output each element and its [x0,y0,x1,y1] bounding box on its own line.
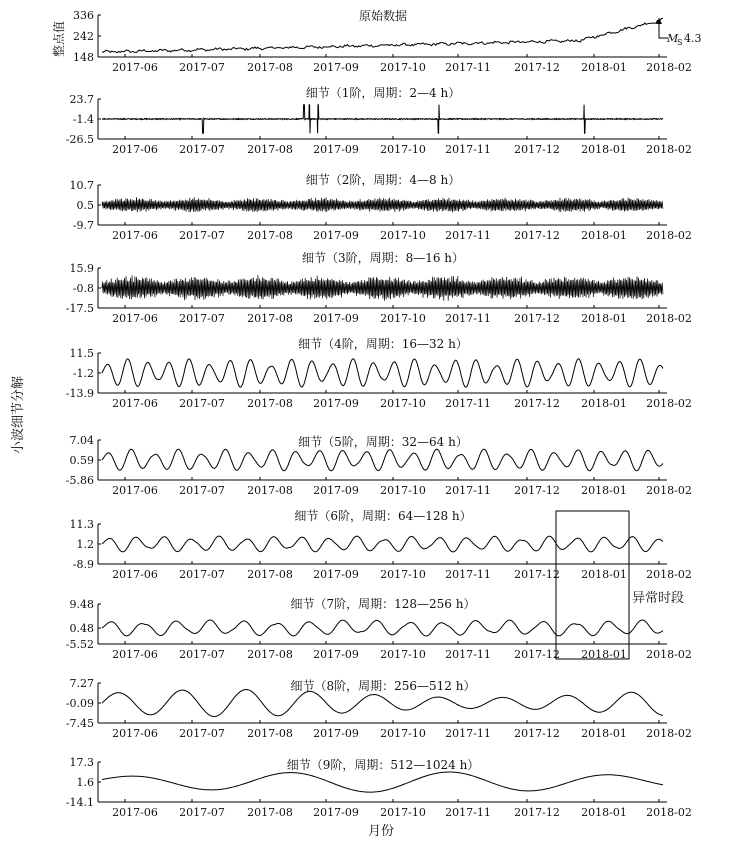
y-tick-label: 0.59 [69,454,94,467]
x-tick-label: 2017-10 [380,484,426,497]
x-tick-label: 2017-10 [380,806,426,819]
x-tick-label: 2018-01 [581,806,627,819]
x-tick-label: 2018-01 [581,229,627,242]
x-tick-label: 2017-11 [445,568,491,581]
series-line [102,105,663,134]
x-tick-label: 2017-12 [514,727,560,740]
series-line [102,536,663,552]
x-tick-label: 2017-06 [112,143,158,156]
x-tick-label: 2017-09 [313,484,359,497]
y-tick-label: -13.9 [65,387,94,400]
x-tick-label: 2017-07 [179,568,225,581]
y-tick-label: 0.48 [69,622,94,635]
x-tick-label: 2018-02 [646,397,692,410]
series-line [102,197,663,212]
panel-title: 细节（8阶，周期：256—512 h） [290,679,476,693]
panel-title: 细节（1阶，周期：2—4 h） [305,86,461,100]
x-tick-label: 2017-11 [445,229,491,242]
y-tick-label: 0.5 [76,199,94,212]
x-tick-label: 2017-07 [179,648,225,661]
y-tick-label: -7.45 [65,717,94,730]
x-tick-label: 2017-06 [112,397,158,410]
series-line [102,620,663,636]
y-tick-label: 10.7 [69,179,94,192]
panel-title: 细节（2阶，周期：4—8 h） [305,173,461,187]
x-tick-label: 2017-07 [179,727,225,740]
x-tick-label: 2017-08 [247,806,293,819]
x-tick-label: 2017-11 [445,806,491,819]
x-tick-label: 2017-08 [247,648,293,661]
panel-5 [66,336,692,410]
series-line [102,690,663,717]
x-tick-label: 2018-02 [646,143,692,156]
panel-7 [70,508,692,581]
y-tick-label: -17.5 [65,302,94,315]
y-tick-label: 9.48 [69,598,94,611]
x-tick-label: 2017-10 [380,397,426,410]
x-tick-label: 2017-09 [313,397,359,410]
anomaly-label: 异常时段 [632,591,685,606]
y-tick-label: -8.9 [72,558,94,571]
x-tick-label: 2018-02 [646,229,692,242]
panel-title: 细节（7阶，周期：128—256 h） [290,597,476,611]
x-tick-label: 2017-08 [247,143,293,156]
x-tick-label: 2017-06 [112,568,158,581]
y-tick-label: 1.6 [76,776,94,789]
y-tick-label: -26.5 [65,133,94,146]
x-tick-label: 2018-01 [581,397,627,410]
y-tick-label: 336 [73,9,94,22]
x-tick-label: 2017-09 [313,61,359,74]
y-tick-label: 7.04 [69,434,94,447]
x-tick-label: 2017-12 [514,61,560,74]
x-tick-label: 2017-12 [514,648,560,661]
figure-xlabel: 月份 [367,824,395,839]
x-tick-label: 2017-10 [380,312,426,325]
y-tick-label: -0.09 [65,697,94,710]
panel-10 [66,756,692,819]
x-tick-label: 2017-06 [112,727,158,740]
series-line [102,449,663,471]
x-tick-label: 2017-09 [313,568,359,581]
x-tick-label: 2018-02 [646,648,692,661]
event-label: M [667,32,679,45]
x-tick-label: 2017-11 [445,312,491,325]
y-tick-label: 15.9 [69,262,94,275]
x-tick-label: 2018-01 [581,568,627,581]
panel-ylabel: 整点值 [52,20,66,58]
figure-ylabel: 小波细节分解 [11,375,26,455]
x-tick-label: 2017-12 [514,397,560,410]
x-tick-label: 2017-07 [179,312,225,325]
x-tick-label: 2018-02 [646,806,692,819]
x-tick-label: 2018-01 [581,61,627,74]
x-tick-label: 2017-07 [179,229,225,242]
x-tick-label: 2018-01 [581,727,627,740]
x-tick-label: 2018-02 [646,568,692,581]
x-tick-label: 2018-01 [581,648,627,661]
x-tick-label: 2017-12 [514,806,560,819]
x-tick-label: 2017-07 [179,61,225,74]
x-tick-label: 2017-11 [445,484,491,497]
x-tick-label: 2017-10 [380,727,426,740]
x-tick-label: 2017-06 [112,61,158,74]
panel-1 [51,8,692,74]
panel-title: 细节（3阶，周期：8—16 h） [301,251,465,265]
x-tick-label: 2017-08 [247,61,293,74]
x-tick-label: 2017-07 [179,397,225,410]
x-tick-label: 2017-10 [380,61,426,74]
y-tick-label: 1.2 [76,538,94,551]
event-mag: 4.3 [684,32,702,45]
x-tick-label: 2017-09 [313,727,359,740]
panel-title: 细节（4阶，周期：16—32 h） [298,337,468,351]
series-line [102,359,663,387]
x-tick-label: 2017-08 [247,312,293,325]
panel-9 [66,677,692,740]
y-tick-label: -14.1 [65,796,94,809]
x-tick-label: 2017-07 [179,484,225,497]
y-tick-label: -1.4 [72,113,94,126]
panels-group [51,8,692,819]
panel-4 [66,250,692,325]
series-line [102,275,663,301]
x-tick-label: 2017-10 [380,229,426,242]
y-tick-label: 242 [73,30,94,43]
panel-title: 细节（6阶，周期：64—128 h） [294,509,472,523]
x-tick-label: 2017-11 [445,727,491,740]
x-tick-label: 2018-02 [646,484,692,497]
y-tick-label: -1.2 [72,367,94,380]
y-tick-label: 11.3 [69,518,94,531]
x-tick-label: 2018-02 [646,727,692,740]
x-tick-label: 2017-09 [313,312,359,325]
anomaly-box [556,511,629,659]
y-tick-label: 148 [73,51,94,64]
series-line [102,772,663,792]
x-tick-label: 2017-10 [380,568,426,581]
x-tick-label: 2017-11 [445,61,491,74]
panel-title: 细节（9阶，周期：512—1024 h） [286,758,480,772]
y-tick-label: -9.7 [72,219,94,232]
x-tick-label: 2017-09 [313,143,359,156]
x-tick-label: 2017-12 [514,568,560,581]
x-tick-label: 2017-08 [247,568,293,581]
x-tick-label: 2017-09 [313,806,359,819]
y-tick-label: 7.27 [69,677,94,690]
x-tick-label: 2018-01 [581,312,627,325]
x-tick-label: 2017-12 [514,484,560,497]
x-tick-label: 2017-06 [112,312,158,325]
x-tick-label: 2017-12 [514,312,560,325]
series-line [102,18,663,52]
event-sub: S [677,38,683,47]
x-tick-label: 2017-08 [247,229,293,242]
y-tick-label: -5.86 [65,474,94,487]
event-marker [656,18,702,47]
x-tick-label: 2018-02 [646,61,692,74]
x-tick-label: 2017-12 [514,143,560,156]
x-tick-label: 2017-06 [112,806,158,819]
x-tick-label: 2017-10 [380,143,426,156]
y-tick-label: 23.7 [69,93,94,106]
x-tick-label: 2017-08 [247,484,293,497]
panel-2 [66,85,692,156]
x-tick-label: 2017-11 [445,397,491,410]
x-tick-label: 2017-06 [112,484,158,497]
x-tick-label: 2017-07 [179,806,225,819]
x-tick-label: 2017-10 [380,648,426,661]
x-tick-label: 2017-07 [179,143,225,156]
y-tick-label: 17.3 [69,756,94,769]
panel-3 [70,172,692,242]
x-tick-label: 2017-06 [112,229,158,242]
x-tick-label: 2017-09 [313,229,359,242]
x-tick-label: 2017-06 [112,648,158,661]
panel-title: 细节（5阶，周期：32—64 h） [298,435,468,449]
x-tick-label: 2018-01 [581,143,627,156]
x-tick-label: 2017-11 [445,143,491,156]
panel-6 [66,434,692,497]
panel-title: 原始数据 [358,9,408,23]
x-tick-label: 2018-01 [581,484,627,497]
x-tick-label: 2017-09 [313,648,359,661]
y-tick-label: 11.5 [69,347,94,360]
y-tick-label: -0.8 [72,282,94,295]
panel-8 [66,596,692,661]
x-tick-label: 2017-11 [445,648,491,661]
x-tick-label: 2017-12 [514,229,560,242]
x-tick-label: 2017-08 [247,727,293,740]
x-tick-label: 2017-08 [247,397,293,410]
x-tick-label: 2018-02 [646,312,692,325]
y-tick-label: -5.52 [65,638,94,651]
